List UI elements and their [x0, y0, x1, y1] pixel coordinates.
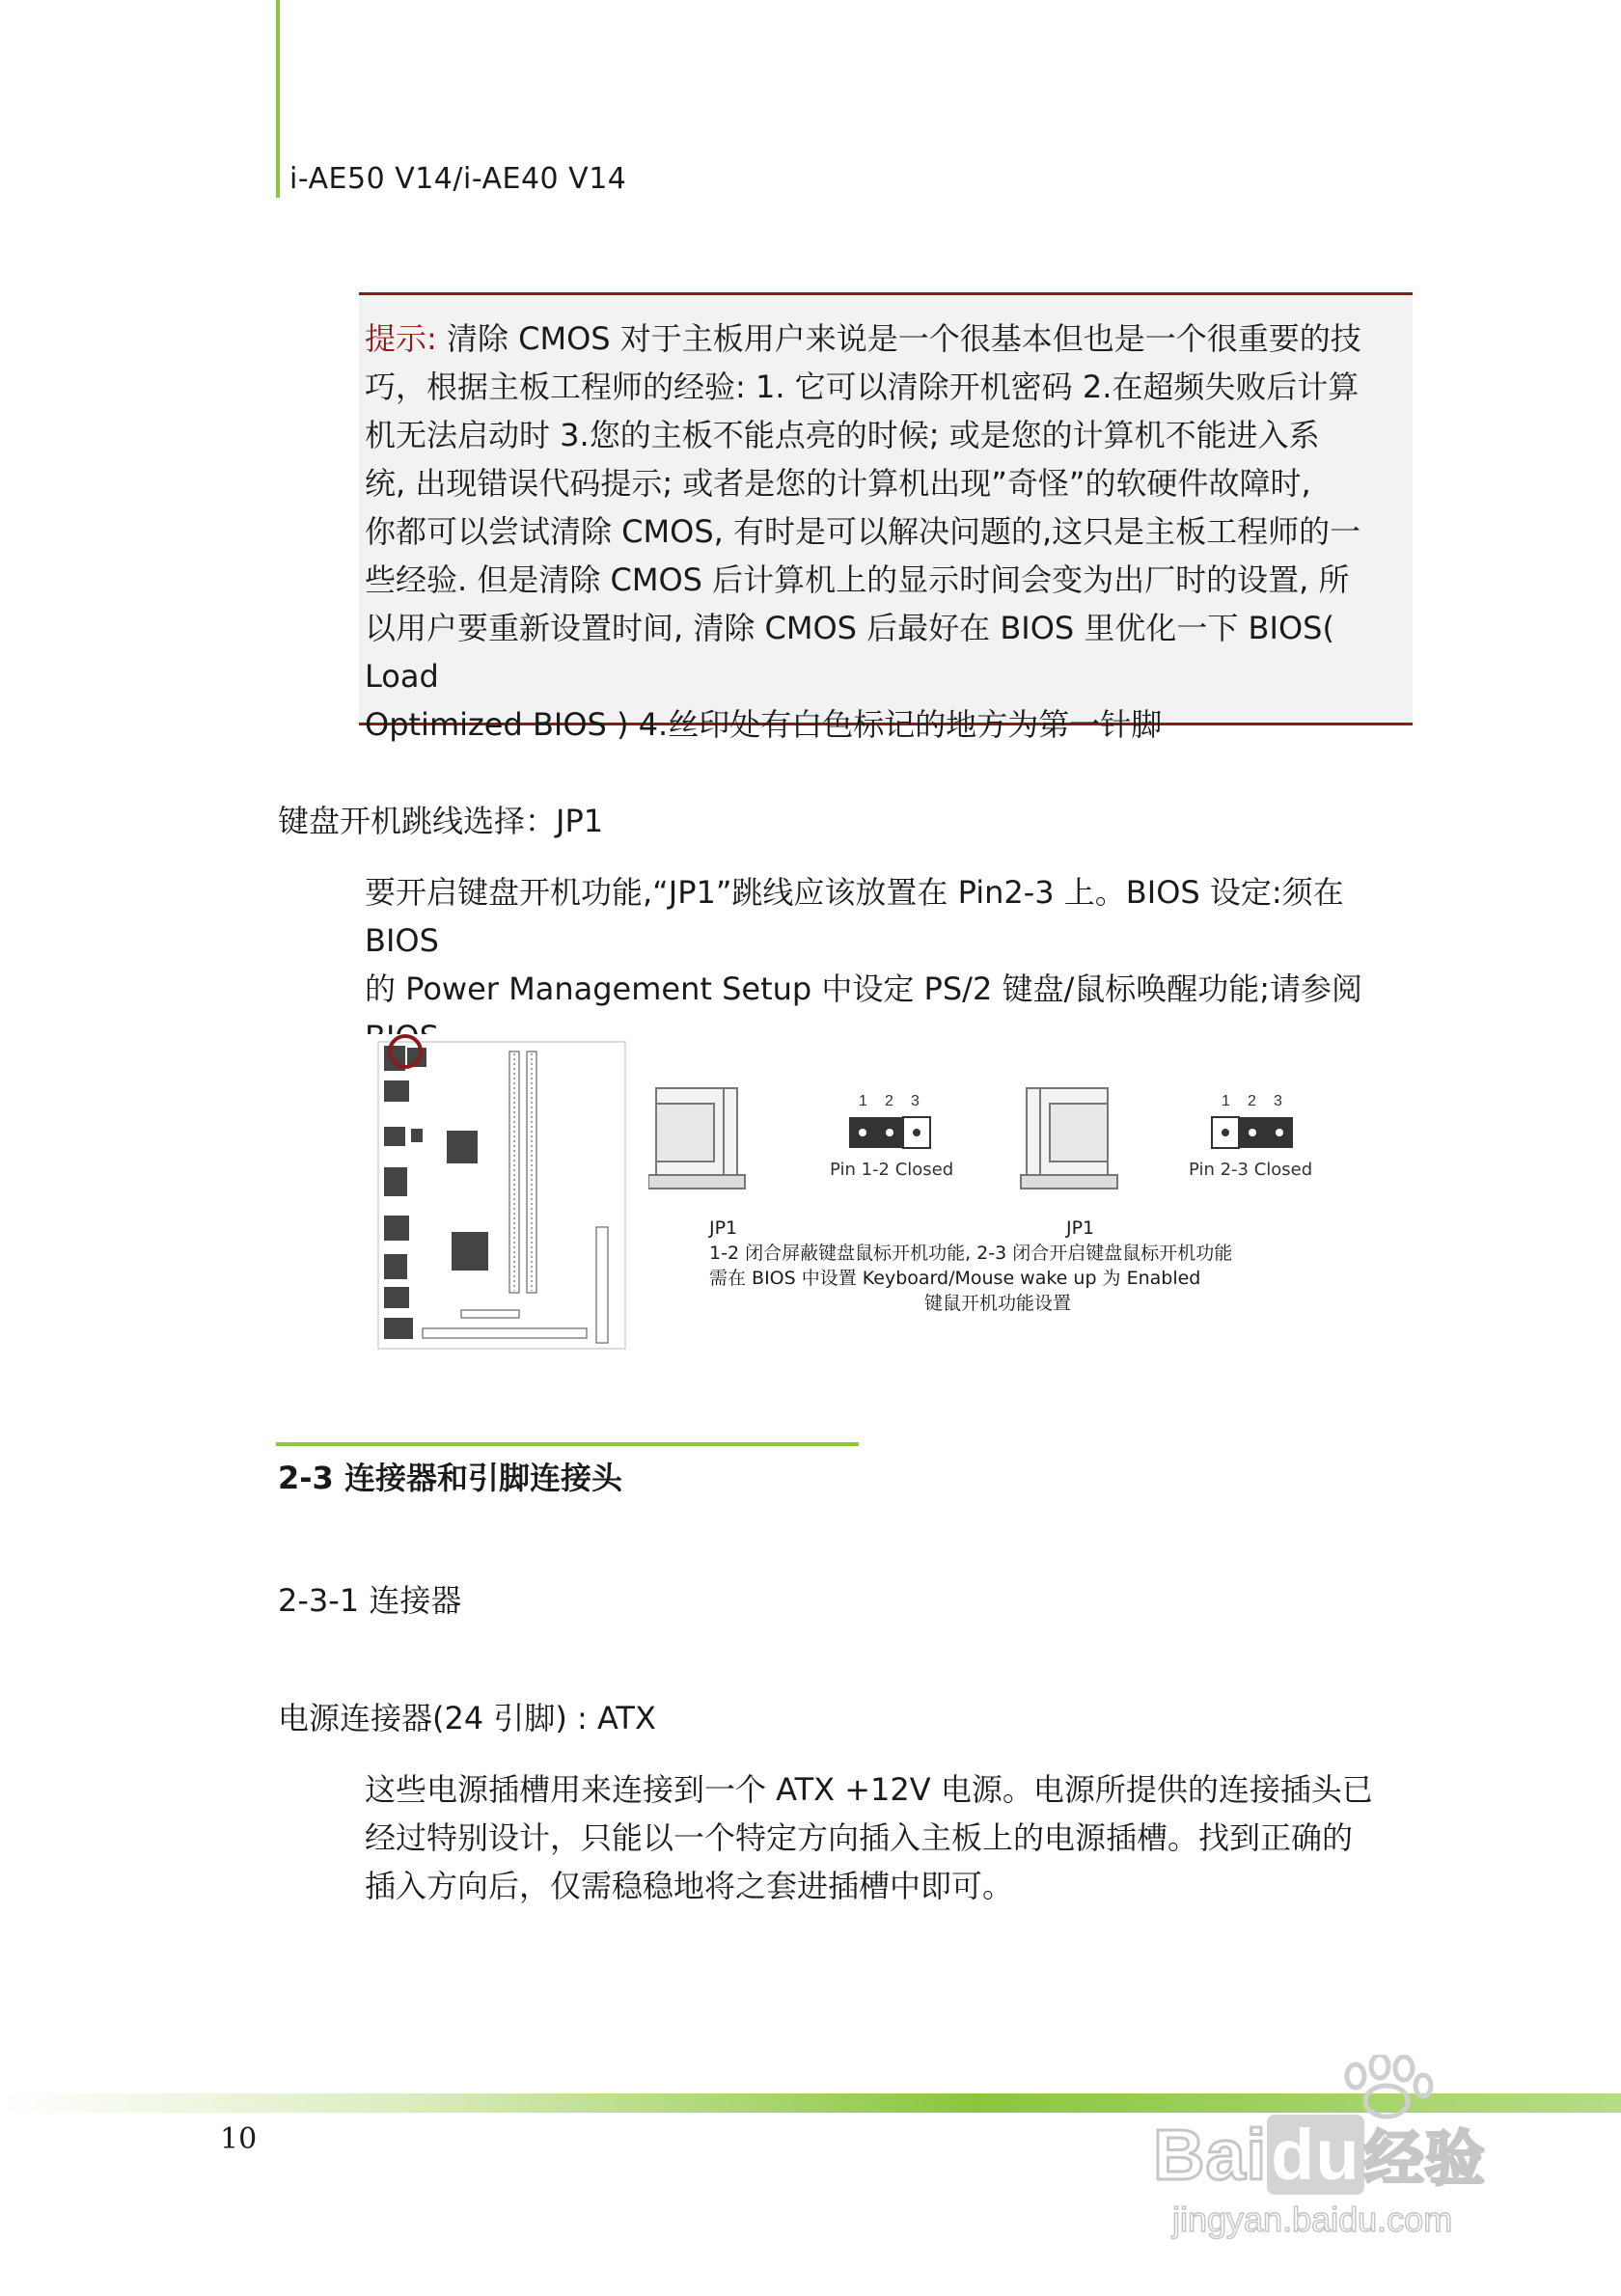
document-title: i-AE50 V14/i-AE40 V14 — [289, 162, 627, 196]
jp1-heading: 键盘开机跳线选择：JP1 — [278, 803, 604, 839]
tip-line-2: 巧，根据主板工程师的经验: 1. 它可以清除开机密码 2.在超频失败后计算 — [365, 369, 1360, 405]
tip-label: 提示: — [365, 320, 437, 357]
pin-num-1-right: 1 — [1222, 1093, 1230, 1109]
pin-num-3-left: 3 — [911, 1093, 920, 1109]
section-rule — [276, 1442, 859, 1446]
tip-line-5: 你都可以尝试清除 CMOS, 有时是可以解决问题的,这只是主板工程师的一 — [365, 513, 1361, 550]
tip-line-3: 机无法启动时 3.您的主板不能点亮的时候; 或是您的计算机不能进入系 — [365, 417, 1320, 453]
tip-line-4: 统, 出现错误代码提示; 或者是您的计算机出现”奇怪”的软硬件故障时, — [365, 465, 1311, 502]
caption-line-3: 键鼠开机功能设置 — [924, 1293, 1072, 1314]
jp1-paragraph: 要开启键盘开机功能,“JP1”跳线应该放置在 Pin2-3 上。BIOS 设定:须在 BIOS 的 Power Management Setup 中设定 PS/2 键盘/鼠标唤醒功能;请参阅 — [365, 874, 1363, 1007]
pin-num-3-right: 3 — [1274, 1093, 1282, 1109]
page-number: 10 — [220, 2122, 258, 2156]
pin-1-2-closed-label: Pin 1-2 Closed — [830, 1160, 954, 1180]
jp1-label-left: JP1 — [709, 1217, 738, 1239]
subsection-title: 2-3-1 连接器 — [278, 1582, 462, 1619]
section-title: 2-3 连接器和引脚连接头 — [278, 1460, 622, 1496]
tip-line-1: 提示: 清除 CMOS 对于主板用户来说是一个很基本但也是一个很重要的技 — [365, 320, 1361, 357]
tip-line-7: 以用户要重新设置时间, 清除 CMOS 后最好在 BIOS 里优化一下 BIOS( Load — [365, 610, 1334, 695]
header-accent-line — [276, 0, 280, 198]
jp1-caption — [709, 1216, 1232, 1316]
power-connector-paragraph: 这些电源插槽用来连接到一个 ATX +12V 电源。电源所提供的连接插头已 经过特别设计，只能以一个特定方向插入主板上的电源插槽。找到正确的 插入方向后，仅需稳稳地将之套进插槽中即可。 — [365, 1771, 1373, 1904]
pin-2-3-closed-label: Pin 2-3 Closed — [1189, 1160, 1313, 1180]
caption-line-2: 需在 BIOS 中设置 Keyboard/Mouse wake up 为 Enabled — [709, 1268, 1201, 1289]
tip-line-8: Optimized BIOS ) 4.丝印处有白色标记的地方为第一针脚 — [365, 706, 1163, 743]
power-connector-heading: 电源连接器(24 引脚) : ATX — [278, 1700, 656, 1736]
jp1-jumper-figure — [648, 1080, 1362, 1196]
baidu-watermark — [1153, 2055, 1539, 2238]
pin-num-2-left: 2 — [885, 1093, 893, 1109]
pin-num-2-right: 2 — [1248, 1093, 1256, 1109]
watermark-logo: Baidu经验 — [1153, 2115, 1486, 2195]
tip-line-6: 些经验. 但是清除 CMOS 后计算机上的显示时间会变为出厂时的设置, 所 — [365, 561, 1350, 598]
tip-text — [365, 314, 1407, 749]
jp1-label-right: JP1 — [1066, 1217, 1095, 1239]
pin-num-1-left: 1 — [859, 1093, 867, 1109]
caption-line-1: 1-2 闭合屏蔽键盘鼠标开机功能, 2-3 闭合开启键盘鼠标开机功能 — [709, 1243, 1233, 1264]
watermark-url: jingyan.baidu.com — [1172, 2200, 1453, 2239]
motherboard-diagram — [365, 1034, 635, 1353]
